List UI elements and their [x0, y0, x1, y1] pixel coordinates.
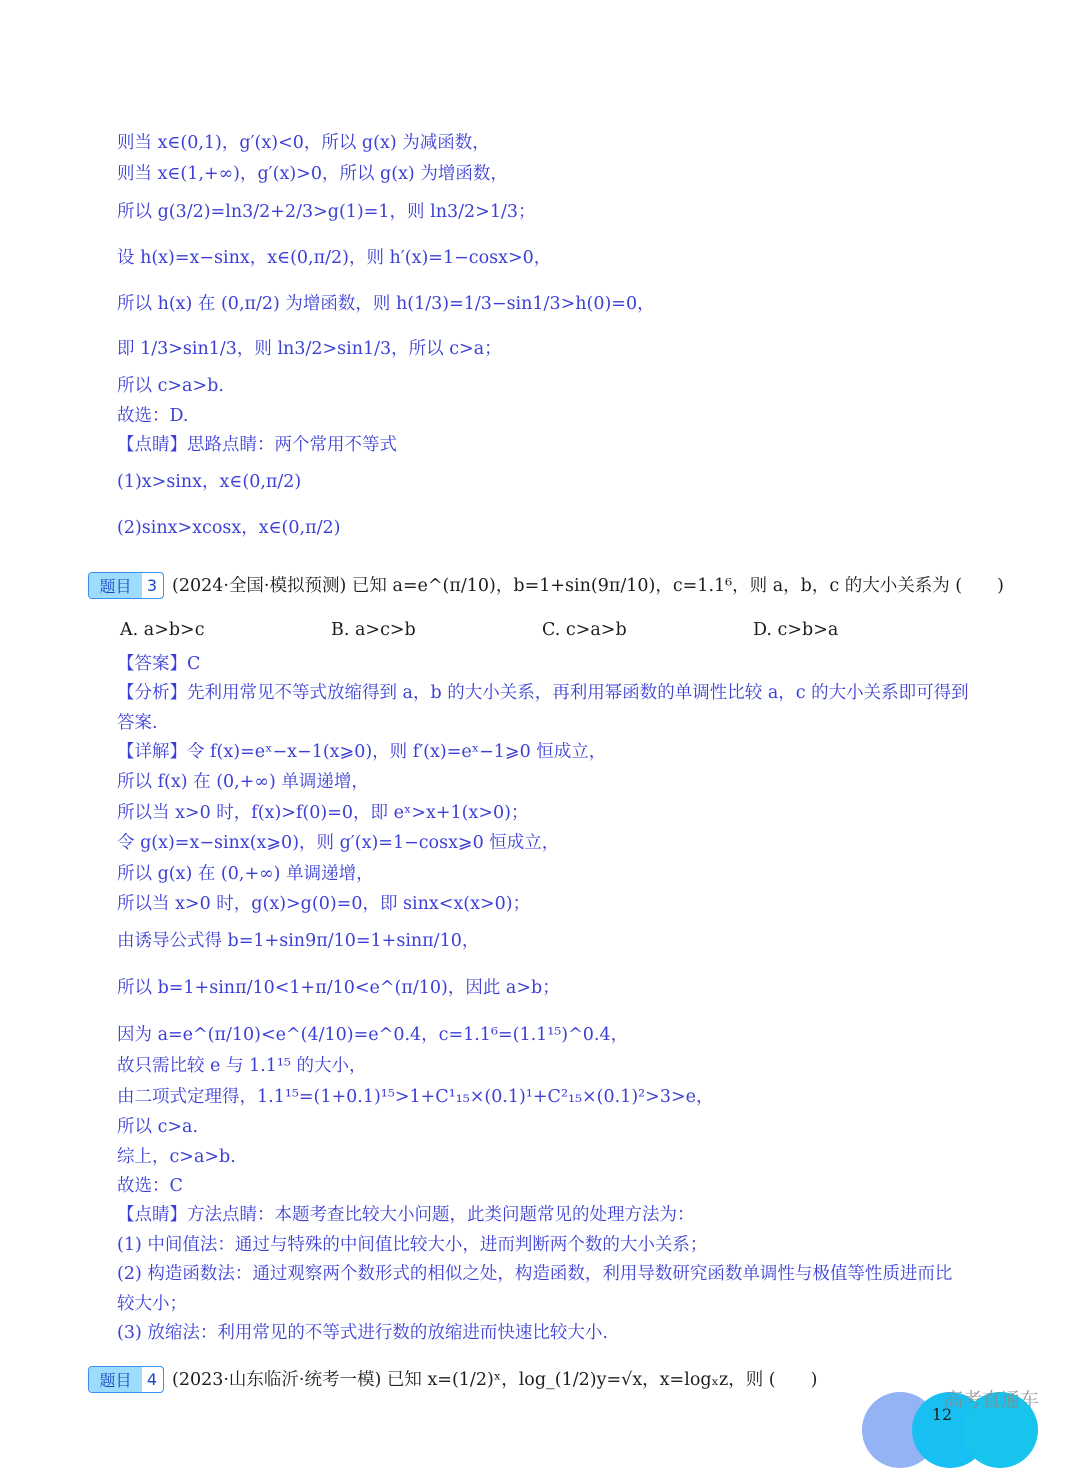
option-d: D. c>b>a [753, 620, 839, 640]
detail-line: 所以 b=1+sinπ/10<1+π/10<e^(π/10)，因此 a>b； [117, 978, 560, 998]
detail-line: 故只需比较 e 与 1.1¹⁵ 的大小， [117, 1056, 367, 1076]
answer-line: 【答案】C [117, 654, 201, 674]
tip-heading: 【点睛】思路点睛：两个常用不等式 [117, 435, 397, 455]
solution-line: 所以 h(x) 在 (0,π/2) 为增函数，则 h(1/3)=1/3−sin1/3>h(0)=0， [117, 294, 655, 314]
tip-line: (2)sinx>xcosx，x∈(0,π/2) [117, 518, 341, 538]
detail-line: 由二项式定理得，1.1¹⁵=(1+0.1)¹⁵>1+C¹₁₅×(0.1)¹+C²₁₅×(0.1)²>3>e， [117, 1087, 714, 1107]
detail-line: 所以 f(x) 在 (0,+∞) 单调递增， [117, 772, 369, 792]
question-tag-label: 题目 [89, 573, 142, 598]
question-text: (2024·全国·模拟预测) 已知 a=e^(π/10)，b=1+sin(9π/10)，c=1.1⁶，则 a，b，c 的大小关系为 ( ) [172, 576, 1004, 596]
solution-line: 则当 x∈(1,+∞)，g′(x)>0，所以 g(x) 为增函数， [117, 164, 508, 184]
tip-line: (1) 中间值法：通过与特殊的中间值比较大小，进而判断两个数的大小关系； [117, 1235, 708, 1255]
tip-line: 较大小； [117, 1294, 187, 1314]
tip-line: (2) 构造函数法：通过观察两个数形式的相似之处，构造函数，利用导数研究函数单调性与极值等性质进而比 [117, 1264, 953, 1284]
page-number: 12 [931, 1405, 953, 1424]
analysis-line: 答案. [117, 713, 158, 733]
tip-line: (1)x>sinx，x∈(0,π/2) [117, 472, 302, 492]
detail-line: 故选：C [117, 1176, 183, 1196]
option-b: B. a>c>b [331, 620, 416, 640]
detail-line: 【详解】令 f(x)=eˣ−x−1(x⩾0)，则 f′(x)=eˣ−1⩾0 恒成立， [117, 742, 607, 762]
question-tag [88, 1366, 164, 1393]
question-tag [88, 572, 164, 599]
question-number: 3 [146, 576, 158, 595]
solution-line: 故选：D. [117, 406, 189, 426]
detail-line: 所以 g(x) 在 (0,+∞) 单调递增， [117, 864, 374, 884]
watermark: 高考直通车 [944, 1389, 1040, 1411]
detail-line: 综上，c>a>b. [117, 1147, 236, 1167]
question-text: (2023·山东临沂·统考一模) 已知 x=(1/2)ˣ，log_(1/2)y=√x，x=logₓz，则 ( ) [172, 1370, 818, 1390]
solution-line: 则当 x∈(0,1)，g′(x)<0，所以 g(x) 为减函数， [117, 133, 490, 153]
analysis-line: 【分析】先利用常见不等式放缩得到 a，b 的大小关系，再利用幂函数的单调性比较 a，c 的大小关系即可得到 [117, 683, 969, 703]
detail-line: 所以当 x>0 时，g(x)>g(0)=0，即 sinx<x(x>0)； [117, 894, 531, 914]
detail-line: 由诱导公式得 b=1+sin9π/10=1+sinπ/10， [117, 931, 480, 951]
detail-line: 所以 c>a. [117, 1117, 199, 1137]
option-a: A. a>b>c [120, 620, 205, 640]
solution-line: 所以 c>a>b. [117, 376, 224, 396]
detail-line: 所以当 x>0 时，f(x)>f(0)=0，即 eˣ>x+1(x>0)； [117, 803, 529, 823]
detail-line: 因为 a=e^(π/10)<e^(4/10)=e^0.4，c=1.1⁶=(1.1¹⁵)^0.4， [117, 1025, 629, 1045]
tip-line: (3) 放缩法：利用常见的不等式进行数的放缩进而快速比较大小. [117, 1323, 608, 1343]
option-c: C. c>a>b [542, 620, 627, 640]
tip-heading: 【点睛】方法点睛：本题考查比较大小问题，此类问题常见的处理方法为： [117, 1205, 695, 1225]
solution-line: 设 h(x)=x−sinx，x∈(0,π/2)，则 h′(x)=1−cosx>0， [117, 248, 552, 268]
solution-line: 即 1/3>sin1/3，则 ln3/2>sin1/3，所以 c>a； [117, 339, 502, 359]
solution-line: 所以 g(3/2)=ln3/2+2/3>g(1)=1，则 ln3/2>1/3； [117, 202, 536, 222]
detail-line: 令 g(x)=x−sinx(x⩾0)，则 g′(x)=1−cosx⩾0 恒成立， [117, 833, 560, 853]
question-tag-label: 题目 [89, 1367, 142, 1392]
question-number: 4 [146, 1370, 158, 1389]
